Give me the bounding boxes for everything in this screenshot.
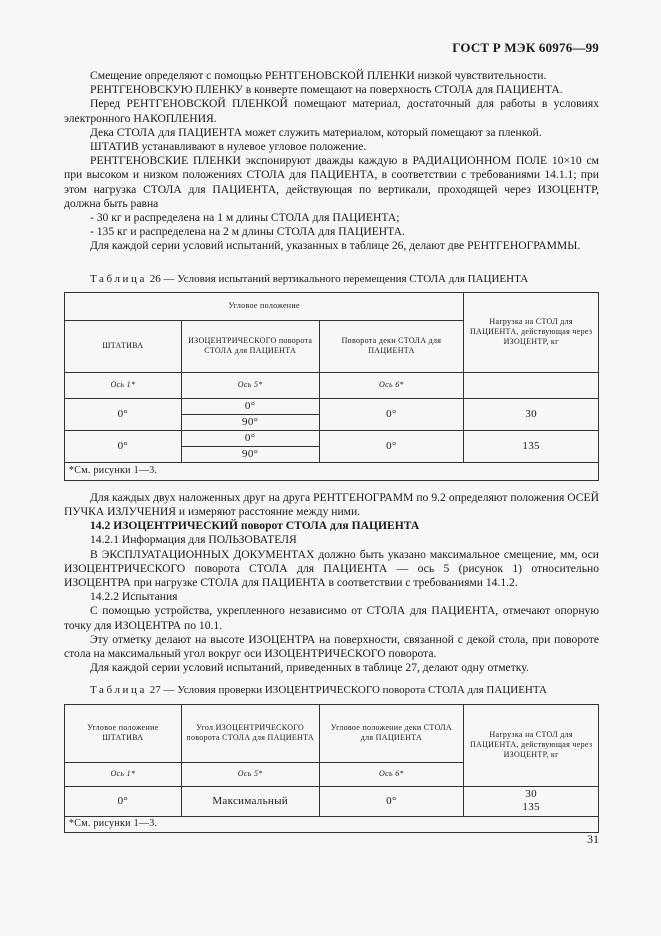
axis-label: Ось 1* [65, 762, 182, 786]
table-27-caption [64, 683, 599, 697]
axis-label: Ось 6* [319, 762, 464, 786]
column-header-table-top: Угловое положение деки СТОЛА для ПАЦИЕНТА [319, 704, 464, 762]
column-header-isocentric: ИЗОЦЕНТРИЧЕСКОГО поворота СТОЛА для ПАЦИЕНТА [181, 320, 319, 372]
paragraph: Дека СТОЛА для ПАЦИЕНТА может служить материалом, который помещают за пленкой. [90, 125, 542, 139]
paragraph: Для каждых двух наложенных друг на друга РЕНТГЕНОГРАММ по 9.2 определяют положения ОСЕЙ ПУЧКА ИЗЛУЧЕНИЯ и измеряют расстояние между ними. [64, 490, 599, 519]
table-cell: 0° [319, 430, 464, 462]
table-footnote: *См. рисунки 1—3. [65, 462, 599, 480]
list-item: - 30 кг и распределена на 1 м длины СТОЛА для ПАЦИЕНТА; [90, 211, 400, 225]
table-cell [464, 786, 599, 816]
page-number: 31 [587, 832, 599, 846]
group-header: Угловое положение [65, 292, 464, 320]
document-body [64, 69, 599, 833]
paragraph: В ЭКСПЛУАТАЦИОННЫХ ДОКУМЕНТАХ должно быть указано максимальное смещение, мм, оси ИЗОЦЕНТРИЧЕСКОГО поворота СТОЛА для ПАЦИЕНТА — ось 5 (рисунок 1) относительно ИЗОЦЕНТРА при нагрузке СТОЛА для ПАЦИЕНТА в соответствии с требованиями 14.1.2. [64, 547, 599, 590]
table-cell: 0° [181, 398, 319, 414]
value-line: 135 [522, 801, 540, 814]
paragraph: Для каждой серии условий испытаний, приведенных в таблице 27, делают одну отметку. [90, 661, 529, 675]
paragraph: Смещение определяют с помощью РЕНТГЕНОВСКОЙ ПЛЕНКИ низкой чувствительности. [90, 69, 547, 82]
value-line: 30 [525, 788, 537, 801]
caption-text: 27 — Условия проверки ИЗОЦЕНТРИЧЕСКОГО поворота СТОЛА для ПАЦИЕНТА [147, 684, 547, 697]
column-header-stand: ШТАТИВА [65, 320, 182, 372]
empty-cell [464, 372, 599, 398]
column-header-load: Нагрузка на СТОЛ для ПАЦИЕНТА, действующая через ИЗОЦЕНТР, кг [464, 704, 599, 786]
table-cell: 0° [319, 786, 464, 816]
table-footnote: *См. рисунки 1—3. [65, 816, 599, 832]
subsection-heading: 14.2.2 Испытания [90, 590, 178, 604]
list-item: - 135 кг и распределена на 2 м длины СТОЛА для ПАЦИЕНТА. [90, 225, 405, 239]
document-code: ГОСТ Р МЭК 60976—99 [452, 40, 599, 55]
column-header-isocentric: Угол ИЗОЦЕНТРИЧЕСКОГО поворота СТОЛА для ПАЦИЕНТА [181, 704, 319, 762]
table-cell: 90° [181, 414, 319, 430]
table-cell: 135 [464, 430, 599, 462]
column-header-stand: Угловое положение ШТАТИВА [65, 704, 182, 762]
table-cell: 0° [65, 786, 182, 816]
paragraph: РЕНТГЕНОВСКУЮ ПЛЕНКУ в конверте помещают на поверхность СТОЛА для ПАЦИЕНТА. [90, 83, 563, 97]
axis-label: Ось 1* [65, 372, 182, 398]
paragraph: Перед РЕНТГЕНОВСКОЙ ПЛЕНКОЙ помещают материал, достаточный для работы в условиях электронного НАКОПЛЕНИЯ. [64, 97, 599, 125]
paragraph: Для каждой серии условий испытаний, указанных в таблице 26, делают две РЕНТГЕНОГРАММЫ. [90, 239, 581, 253]
table-cell: 0° [65, 398, 182, 430]
caption-label: Таблица [90, 272, 147, 285]
table-26-caption [64, 272, 599, 286]
column-header-table-top: Поворота деки СТОЛА для ПАЦИЕНТА [319, 320, 464, 372]
caption-text: 26 — Условия испытаний вертикального перемещения СТОЛА для ПАЦИЕНТА [147, 272, 529, 285]
paragraph: РЕНТГЕНОВСКИЕ ПЛЕНКИ экспонируют дважды каждую в РАДИАЦИОННОМ ПОЛЕ 10×10 см при высоком и низком положениях СТОЛА для ПАЦИЕНТА, в соответствии с требованиями 14.1.1; при этом нагрузка СТОЛА для ПАЦИЕНТА, действующая по вертикали, проходящей через ИЗОЦЕНТР, должна быть равна [64, 154, 599, 210]
table-27 [64, 704, 599, 833]
table-cell: 30 [464, 398, 599, 430]
table-26 [64, 292, 599, 481]
paragraph: ШТАТИВ устанавливают в нулевое угловое положение. [90, 140, 367, 154]
subsection-heading: 14.2.1 Информация для ПОЛЬЗОВАТЕЛЯ [90, 533, 297, 547]
column-header-load: Нагрузка на СТОЛ для ПАЦИЕНТА, действующая через ИЗОЦЕНТР, кг [464, 292, 599, 372]
table-cell: 0° [319, 398, 464, 430]
axis-label: Ось 5* [181, 372, 319, 398]
caption-label: Таблица [90, 684, 147, 697]
paragraph: С помощью устройства, укрепленного независимо от СТОЛА для ПАЦИЕНТА, отмечают опорную точку для ИЗОЦЕНТРА по 10.1. [64, 604, 599, 632]
paragraph: Эту отметку делают на высоте ИЗОЦЕНТРА на поверхности, связанной с декой стола, при повороте стола на максимальный угол вокруг оси ИЗОЦЕНТРИЧЕСКОГО поворота. [64, 632, 599, 661]
table-cell: 0° [65, 430, 182, 462]
table-cell: 90° [181, 446, 319, 462]
table-cell: Максимальный [181, 786, 319, 816]
table-cell: 0° [181, 430, 319, 446]
axis-label: Ось 6* [319, 372, 464, 398]
axis-label: Ось 5* [181, 762, 319, 786]
section-heading: 14.2 ИЗОЦЕНТРИЧЕСКИЙ поворот СТОЛА для ПАЦИЕНТА [90, 519, 420, 533]
